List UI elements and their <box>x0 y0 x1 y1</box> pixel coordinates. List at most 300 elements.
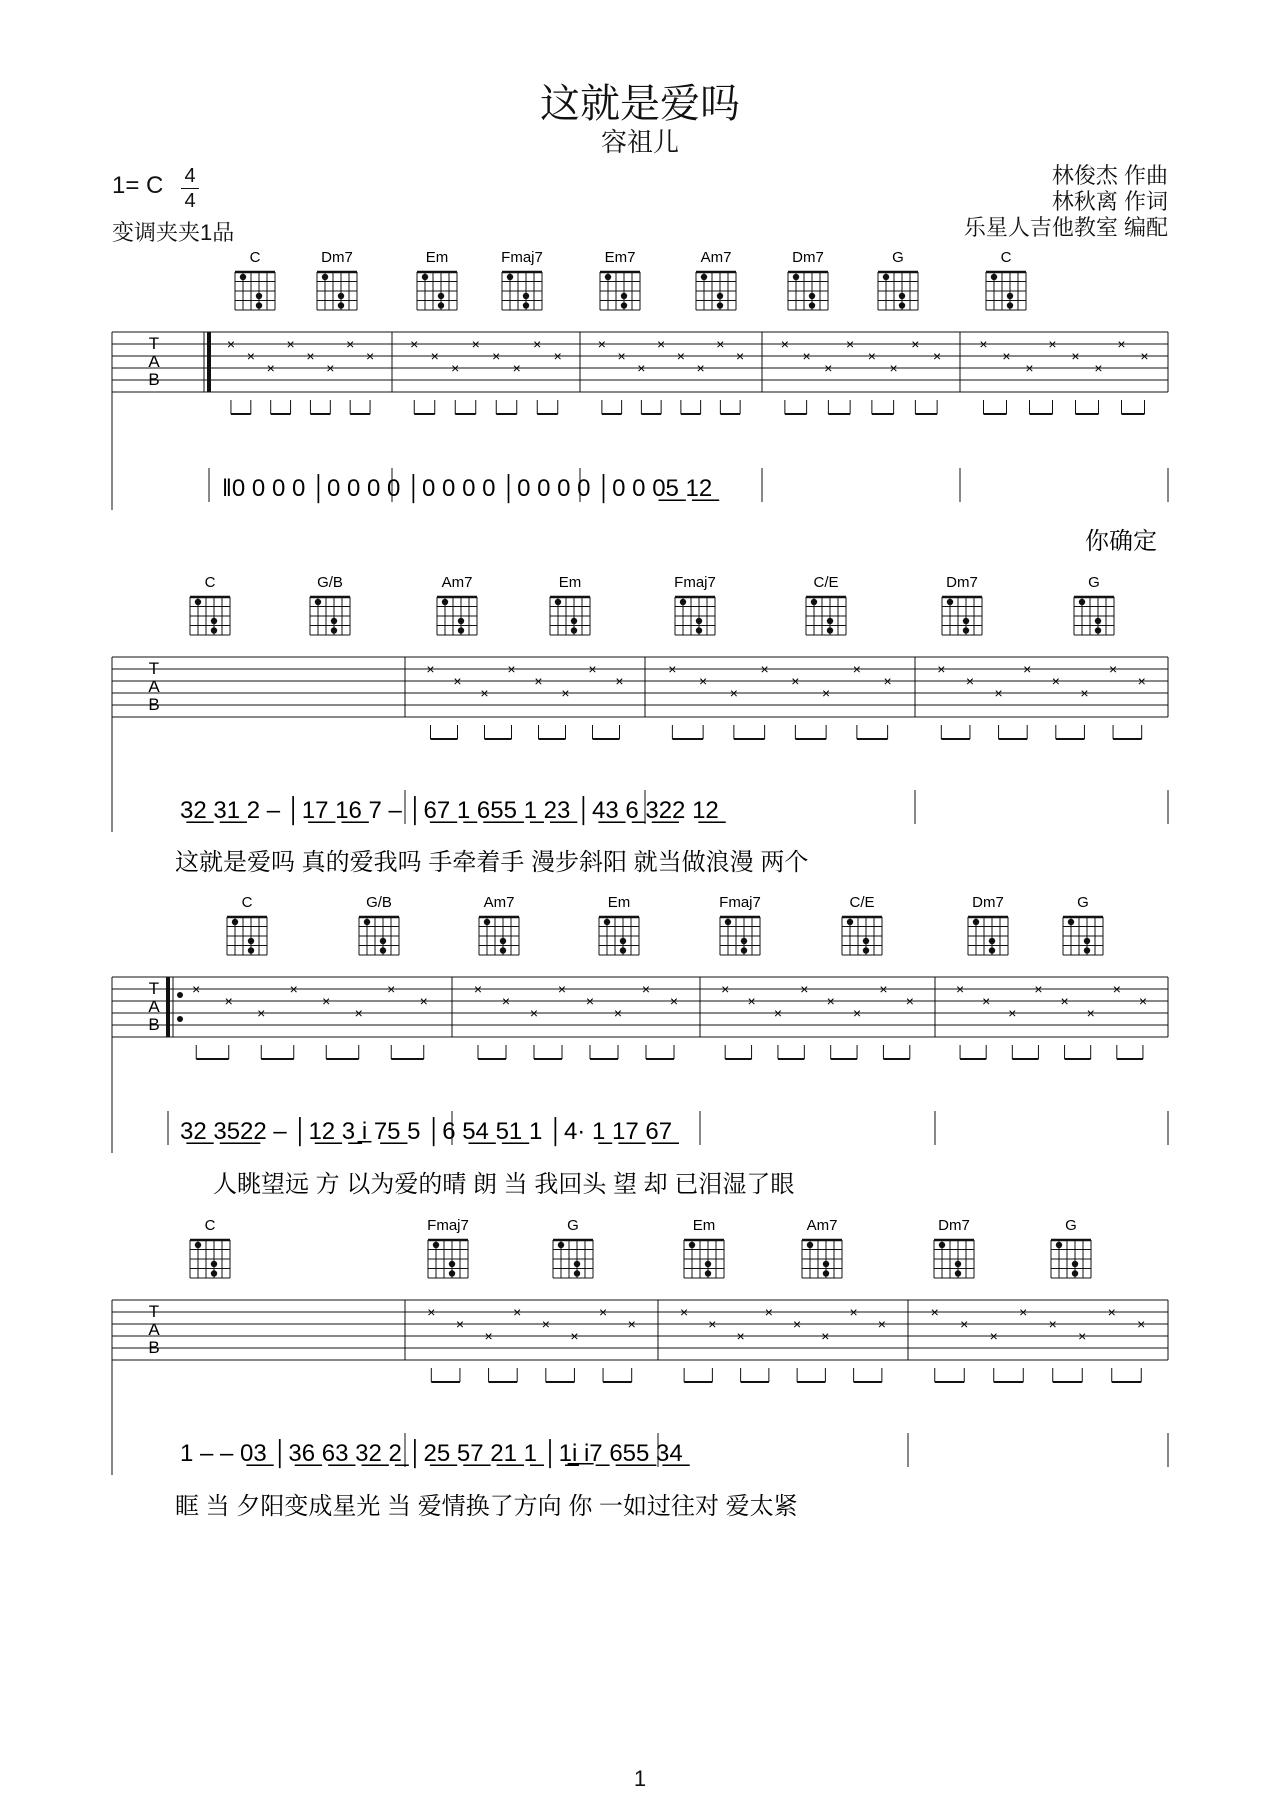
tab-mark: × <box>764 1304 773 1320</box>
tab-mark: × <box>598 1304 608 1320</box>
tab-mark: × <box>793 1316 802 1332</box>
tab-mark: × <box>852 661 861 677</box>
lyrics-line: 眶 当 夕阳变成星光 当 爱情换了方向 你 一如过往对 爱太紧 <box>175 1493 798 1520</box>
chord-diagram <box>553 1217 593 1278</box>
chord-dot <box>458 618 464 624</box>
tab-mark: × <box>879 981 888 997</box>
tab-mark: × <box>224 993 233 1009</box>
tab-mark: × <box>507 661 516 677</box>
tab-mark: × <box>246 348 255 364</box>
tab-mark: × <box>1071 348 1080 364</box>
tab-mark: × <box>627 1316 636 1332</box>
lyrics-line: 人眺望远 方 以为爱的晴 朗 当 我回头 望 却 已泪湿了眼 <box>213 1171 795 1198</box>
tab-mark: × <box>534 673 543 689</box>
lyricist-credit: 林秋离 作词 <box>1051 189 1168 214</box>
chord-name: Em <box>558 574 582 591</box>
tab-mark: × <box>699 673 708 689</box>
tab-mark: × <box>588 661 597 677</box>
tab-mark: × <box>791 673 800 689</box>
tab-mark: × <box>994 685 1003 701</box>
tab-mark: × <box>668 661 677 677</box>
chord-dot <box>500 938 506 944</box>
chord-dot <box>811 599 817 605</box>
chord-dot <box>741 938 747 944</box>
arranger-credit: 乐星人吉他教室 编配 <box>963 215 1168 240</box>
time-signature-top: 4 <box>184 165 196 187</box>
chord-name: C <box>241 894 253 911</box>
tab-mark: × <box>1137 673 1146 689</box>
chord-diagram <box>684 1217 724 1278</box>
chord-dot <box>605 274 611 280</box>
chord-name: Em <box>425 249 449 266</box>
tab-mark: × <box>780 336 789 352</box>
chord-dot <box>955 1270 961 1276</box>
tab-mark: × <box>736 1328 745 1344</box>
tab-mark: × <box>826 993 835 1009</box>
chord-dot <box>433 1242 439 1248</box>
chord-dot <box>211 1261 217 1267</box>
chord-diagram <box>719 894 761 955</box>
tab-letter: B <box>148 1015 160 1034</box>
tab-mark: × <box>1060 993 1069 1009</box>
tab-mark: × <box>617 348 626 364</box>
chord-name: C <box>1000 249 1012 266</box>
chord-dot <box>827 618 833 624</box>
chord-dot <box>211 627 217 633</box>
chord-dot <box>807 1242 813 1248</box>
chord-diagram <box>1051 1217 1091 1278</box>
tab-mark: × <box>1137 1316 1146 1332</box>
repeat-dot <box>177 992 183 998</box>
chord-diagram <box>359 894 399 955</box>
chord-diagram <box>1063 894 1103 955</box>
tab-mark: × <box>419 993 428 1009</box>
chord-dot <box>1095 618 1101 624</box>
chord-dot <box>705 1261 711 1267</box>
tab-mark: × <box>1080 685 1089 701</box>
chord-diagram <box>310 574 350 635</box>
tab-mark: × <box>613 1005 623 1021</box>
tab-mark: × <box>1112 981 1121 997</box>
tab-mark: × <box>1107 1304 1116 1320</box>
chord-dot <box>322 274 328 280</box>
chord-dot <box>809 302 815 308</box>
chord-dot <box>449 1261 455 1267</box>
tab-mark: × <box>306 348 315 364</box>
chord-dot <box>574 1261 580 1267</box>
chord-dot <box>680 599 686 605</box>
chord-dot <box>827 627 833 633</box>
chord-dot <box>717 293 723 299</box>
chord-diagram <box>501 249 543 310</box>
chord-diagram <box>968 894 1008 955</box>
lyrics-line: 这就是爱吗 真的爱我吗 手牵着手 漫步斜阳 就当做浪漫 两个 <box>175 849 809 876</box>
chord-dot <box>989 938 995 944</box>
chord-name: G <box>892 249 904 266</box>
page-number: 1 <box>633 1766 647 1791</box>
tab-mark: × <box>822 685 831 701</box>
chord-dot <box>947 599 953 605</box>
key-signature: 1= C <box>112 172 164 199</box>
chord-name: Em <box>692 1217 716 1234</box>
tab-mark: × <box>641 981 651 997</box>
chord-diagram <box>190 574 230 635</box>
tab-mark: × <box>430 348 439 364</box>
tab-mark: × <box>1048 336 1057 352</box>
chord-name: G <box>1077 894 1089 911</box>
chord-dot <box>883 274 889 280</box>
chord-dot <box>1084 947 1090 953</box>
tab-mark: × <box>326 360 335 376</box>
tab-mark: × <box>708 1316 717 1332</box>
chord-dot <box>331 627 337 633</box>
chord-dot <box>256 293 262 299</box>
chord-dot <box>823 1261 829 1267</box>
chord-dot <box>458 627 464 633</box>
tab-mark: × <box>1019 1304 1028 1320</box>
chord-diagram <box>417 249 457 310</box>
tab-mark: × <box>570 1328 579 1344</box>
tab-mark: × <box>553 348 562 364</box>
tab-mark: × <box>1025 360 1034 376</box>
chord-dot <box>939 1242 945 1248</box>
chord-dot <box>195 599 201 605</box>
tab-mark: × <box>226 336 236 352</box>
tab-mark: × <box>800 981 809 997</box>
chord-dot <box>523 293 529 299</box>
chord-dot <box>696 618 702 624</box>
tab-mark: × <box>846 336 855 352</box>
tab-letter: B <box>148 370 160 389</box>
tab-letter: T <box>148 979 160 998</box>
chord-dot <box>1007 302 1013 308</box>
chord-name: Em <box>607 894 631 911</box>
chord-dot <box>863 947 869 953</box>
chord-dot <box>558 1242 564 1248</box>
tab-mark: × <box>354 1005 363 1021</box>
tab-mark: × <box>1094 360 1103 376</box>
chord-name: Fmaj7 <box>501 249 543 266</box>
chord-dot <box>705 1270 711 1276</box>
chord-name: Dm7 <box>938 1217 970 1234</box>
chord-name: Dm7 <box>792 249 824 266</box>
system-4 <box>112 1217 1168 1520</box>
tab-mark: × <box>657 336 666 352</box>
chord-diagram <box>806 574 846 635</box>
tab-mark: × <box>760 661 769 677</box>
tab-letter: A <box>148 1320 160 1339</box>
chord-diagram <box>427 1217 469 1278</box>
chord-dot <box>1084 938 1090 944</box>
chord-dot <box>500 947 506 953</box>
tab-mark: × <box>346 336 355 352</box>
chord-diagram <box>550 574 590 635</box>
tab-mark: × <box>680 1304 689 1320</box>
chord-dot <box>195 1242 201 1248</box>
notation-line: ‖0 0 0 0 │0 0 0 0 │0 0 0 0 │0 0 0 0 │0 0 0̲5̲ 1̲2̲ <box>222 475 713 502</box>
tab-mark: × <box>512 360 521 376</box>
chord-dot <box>741 947 747 953</box>
tab-letter: T <box>148 334 160 353</box>
chord-dot <box>991 274 997 280</box>
chord-dot <box>717 302 723 308</box>
tab-mark: × <box>322 993 331 1009</box>
chord-name: G <box>1065 1217 1077 1234</box>
chord-name: Am7 <box>806 1217 838 1234</box>
chord-dot <box>422 274 428 280</box>
tab-letter: B <box>148 695 160 714</box>
chord-dot <box>338 293 344 299</box>
tab-mark: × <box>266 360 275 376</box>
chord-dot <box>338 302 344 308</box>
tab-mark: × <box>365 348 375 364</box>
chord-dot <box>256 302 262 308</box>
tab-mark: × <box>257 1005 266 1021</box>
chord-diagram <box>1074 574 1114 635</box>
tab-mark: × <box>911 336 920 352</box>
chord-dot <box>899 302 905 308</box>
chord-dot <box>863 938 869 944</box>
tab-mark: × <box>676 348 685 364</box>
chord-diagram <box>802 1217 842 1278</box>
tab-mark: × <box>979 336 988 352</box>
tab-mark: × <box>484 1328 493 1344</box>
tab-mark: × <box>849 1304 858 1320</box>
tab-mark: × <box>821 1328 830 1344</box>
chord-dot <box>240 274 246 280</box>
tab-mark: × <box>455 1316 465 1332</box>
tab-mark: × <box>989 1328 998 1344</box>
chord-dot <box>620 938 626 944</box>
tab-letter: A <box>148 677 160 696</box>
chord-dot <box>955 1261 961 1267</box>
chord-dot <box>701 274 707 280</box>
tab-mark: × <box>1140 348 1149 364</box>
tab-letter: T <box>148 1302 160 1321</box>
tab-mark: × <box>721 981 730 997</box>
chord-name: Em7 <box>604 249 636 266</box>
chord-name: Fmaj7 <box>427 1217 469 1234</box>
chord-diagram <box>934 1217 974 1278</box>
chord-diagram <box>227 894 267 955</box>
tab-mark: × <box>1008 1005 1017 1021</box>
chord-dot <box>331 618 337 624</box>
chord-dot <box>847 919 853 925</box>
chord-dot <box>1079 599 1085 605</box>
chord-dot <box>315 599 321 605</box>
chord-dot <box>1072 1261 1078 1267</box>
chord-dot <box>571 618 577 624</box>
tab-mark: × <box>387 981 396 997</box>
chord-dot <box>449 1270 455 1276</box>
tab-mark: × <box>905 993 914 1009</box>
tab-mark: × <box>1034 981 1043 997</box>
tab-mark: × <box>501 993 511 1009</box>
chord-diagram <box>674 574 716 635</box>
chord-name: C/E <box>849 894 875 911</box>
tab-mark: × <box>529 1005 539 1021</box>
chord-diagram <box>317 249 357 310</box>
chord-dot <box>989 947 995 953</box>
chord-dot <box>1095 627 1101 633</box>
time-signature-bottom: 4 <box>184 190 196 212</box>
tab-mark: × <box>289 981 298 997</box>
chord-name: Dm7 <box>972 894 1004 911</box>
chord-dot <box>507 274 513 280</box>
chord-name: Fmaj7 <box>674 574 716 591</box>
chord-name: G <box>1088 574 1100 591</box>
tab-letter: A <box>148 352 160 371</box>
chord-dot <box>211 1270 217 1276</box>
chord-dot <box>963 627 969 633</box>
tab-mark: × <box>585 993 595 1009</box>
tab-mark: × <box>1086 1005 1095 1021</box>
chord-dot <box>1007 293 1013 299</box>
chord-diagram <box>437 574 477 635</box>
tab-mark: × <box>824 360 833 376</box>
tab-mark: × <box>1023 661 1032 677</box>
tab-mark: × <box>930 1304 939 1320</box>
chord-diagram <box>600 249 640 310</box>
chord-dot <box>963 618 969 624</box>
tab-letter: T <box>148 659 160 678</box>
chord-dot <box>438 293 444 299</box>
chord-dot <box>1056 1242 1062 1248</box>
chord-diagram <box>190 1217 230 1278</box>
tab-mark: × <box>1002 348 1011 364</box>
tab-mark: × <box>192 981 201 997</box>
chord-name: C/E <box>813 574 839 591</box>
tab-mark: × <box>1051 673 1060 689</box>
tab-mark: × <box>802 348 811 364</box>
artist-name: 容祖儿 <box>600 127 679 157</box>
chord-dot <box>1068 919 1074 925</box>
tab-mark: × <box>557 981 567 997</box>
tab-mark: × <box>696 360 705 376</box>
tab-mark: × <box>773 1005 783 1021</box>
chord-name: G/B <box>317 574 343 591</box>
tab-mark: × <box>883 673 892 689</box>
chord-dot <box>823 1270 829 1276</box>
repeat-dot <box>177 1016 183 1022</box>
tab-mark: × <box>716 336 725 352</box>
tab-mark: × <box>889 360 898 376</box>
chord-diagram <box>878 249 918 310</box>
chord-dot <box>899 293 905 299</box>
chord-dot <box>621 302 627 308</box>
tab-mark: × <box>937 661 946 677</box>
chord-dot <box>725 919 731 925</box>
chord-dot <box>973 919 979 925</box>
tab-mark: × <box>597 336 606 352</box>
chord-diagram <box>479 894 519 955</box>
tab-mark: × <box>960 1316 969 1332</box>
system-1 <box>112 249 1168 555</box>
tab-mark: × <box>852 1005 862 1021</box>
chord-name: Dm7 <box>946 574 978 591</box>
tab-mark: × <box>1048 1316 1057 1332</box>
tab-mark: × <box>955 981 965 997</box>
tab-mark: × <box>736 348 745 364</box>
chord-dot <box>484 919 490 925</box>
tab-mark: × <box>1138 993 1148 1009</box>
notation-line: 3̲2̲ 3̲1̲ 2 – │1̲7̲ 1̲6̲ 7 – │6̲7̲ 1̲ 6̲5̲5̲ 1̲ 2̲3̲ │4̲3̲ 6̲ 3̲2̲2 1̲2̲ <box>180 797 719 824</box>
chord-dot <box>809 293 815 299</box>
chord-dot <box>232 919 238 925</box>
tab-mark: × <box>729 685 738 701</box>
chord-dot <box>571 627 577 633</box>
tab-mark: × <box>410 336 419 352</box>
chord-name: C <box>249 249 261 266</box>
chord-diagram <box>942 574 982 635</box>
chord-name: Am7 <box>700 249 732 266</box>
chord-dot <box>380 938 386 944</box>
chord-dot <box>696 627 702 633</box>
tab-mark: × <box>637 360 646 376</box>
tab-mark: × <box>471 336 480 352</box>
tab-mark: × <box>427 1304 436 1320</box>
tab-mark: × <box>933 348 942 364</box>
chord-dot <box>523 302 529 308</box>
tab-mark: × <box>1117 336 1126 352</box>
tab-mark: × <box>965 673 975 689</box>
tab-mark: × <box>533 336 542 352</box>
chord-dot <box>620 947 626 953</box>
chord-diagram <box>986 249 1026 310</box>
tab-mark: × <box>513 1304 522 1320</box>
chord-diagram <box>788 249 828 310</box>
notation-line: 1 – – 0̲3̲ │3̲6̲ 6̲3̲ 3̲2̲ 2̲ │2̲5̲ 5̲7̲ 2̲1̲ 1̲ │1̲i̲ i̲7̲ 6̲5̲5̲ 3̲4̲ <box>180 1440 683 1467</box>
chord-diagram <box>235 249 275 310</box>
chord-diagram <box>842 894 882 955</box>
chord-dot <box>364 919 370 925</box>
tab-mark: × <box>1078 1328 1087 1344</box>
chord-dot <box>604 919 610 925</box>
tab-letter: A <box>148 997 160 1016</box>
tab-letter: B <box>148 1338 160 1357</box>
chord-name: Fmaj7 <box>719 894 761 911</box>
chord-dot <box>555 599 561 605</box>
composer-credit: 林俊杰 作曲 <box>1051 163 1168 188</box>
capo-instruction: 变调夹夹1品 <box>112 220 235 245</box>
tab-mark: × <box>877 1316 886 1332</box>
tab-mark: × <box>286 336 295 352</box>
chord-dot <box>1072 1270 1078 1276</box>
chord-name: G <box>567 1217 579 1234</box>
chord-dot <box>211 618 217 624</box>
chord-dot <box>248 947 254 953</box>
chord-dot <box>438 302 444 308</box>
lyrics-line: 你确定 <box>1085 528 1157 555</box>
tab-mark: × <box>426 661 435 677</box>
notation-line: 3̲2̲ 3̲5̲2̲2 – │1̲2̲ 3̲ i̲ 7̲5̲ 5 │6 5̲4̲ 5̲1̲ 1 │4· 1̲ 1̲7̲ 6̲7̲ <box>180 1118 673 1145</box>
chord-name: C <box>204 1217 216 1234</box>
tab-mark: × <box>867 348 876 364</box>
tab-mark: × <box>615 673 624 689</box>
tab-mark: × <box>982 993 991 1009</box>
tab-mark: × <box>541 1316 550 1332</box>
chord-dot <box>621 293 627 299</box>
tab-mark: × <box>480 685 489 701</box>
chord-name: C <box>204 574 216 591</box>
chord-name: Am7 <box>441 574 473 591</box>
tab-mark: × <box>453 673 462 689</box>
chord-dot <box>574 1270 580 1276</box>
tab-mark: × <box>561 685 570 701</box>
tab-mark: × <box>669 993 679 1009</box>
chord-dot <box>793 274 799 280</box>
tab-mark: × <box>492 348 501 364</box>
